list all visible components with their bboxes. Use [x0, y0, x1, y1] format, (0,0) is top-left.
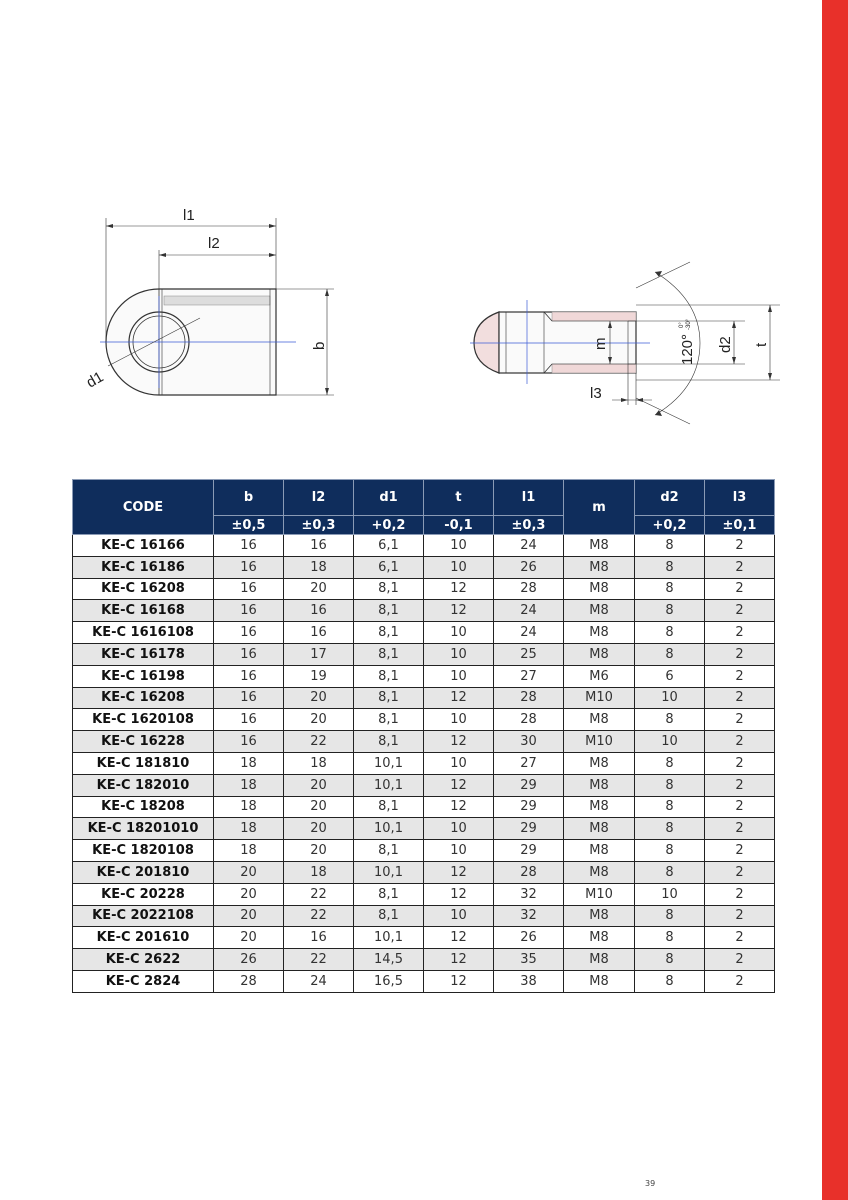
cell-l1: 29 — [494, 774, 564, 796]
cell-code: KE-C 1620108 — [73, 709, 214, 731]
header-d2: d2 — [635, 480, 705, 516]
cell-code: KE-C 16208 — [73, 687, 214, 709]
table-row — [73, 970, 775, 992]
cell-l3: 2 — [705, 665, 775, 687]
cell-l3: 2 — [705, 709, 775, 731]
cell-l1: 25 — [494, 643, 564, 665]
cell-b: 16 — [214, 622, 284, 644]
cell-b: 16 — [214, 643, 284, 665]
cell-d1: 8,1 — [354, 709, 424, 731]
label-m: m — [592, 337, 609, 350]
cell-l2: 22 — [284, 949, 354, 971]
cell-d2: 8 — [635, 861, 705, 883]
cell-code: KE-C 16178 — [73, 643, 214, 665]
cell-l1: 28 — [494, 861, 564, 883]
cell-t: 10 — [424, 665, 494, 687]
cell-d1: 8,1 — [354, 578, 424, 600]
tolerance-l1: ±0,3 — [494, 516, 564, 535]
cell-l1: 29 — [494, 818, 564, 840]
cell-t: 10 — [424, 905, 494, 927]
cell-m: M10 — [564, 687, 635, 709]
table-row — [73, 665, 775, 687]
tolerance-t: -0,1 — [424, 516, 494, 535]
cell-l1: 27 — [494, 752, 564, 774]
cell-code: KE-C 1616108 — [73, 622, 214, 644]
cell-l3: 2 — [705, 949, 775, 971]
header-code: CODE — [73, 480, 214, 535]
cell-m: M8 — [564, 970, 635, 992]
page-footer — [0, 1174, 848, 1194]
cell-l3: 2 — [705, 796, 775, 818]
cell-l3: 2 — [705, 622, 775, 644]
cell-b: 18 — [214, 796, 284, 818]
tolerance-d1: +0,2 — [354, 516, 424, 535]
cell-b: 20 — [214, 883, 284, 905]
cell-d1: 8,1 — [354, 883, 424, 905]
cell-code: KE-C 18208 — [73, 796, 214, 818]
cell-l1: 28 — [494, 578, 564, 600]
cell-code: KE-C 2022108 — [73, 905, 214, 927]
cell-m: M8 — [564, 840, 635, 862]
cell-t: 10 — [424, 643, 494, 665]
cell-m: M8 — [564, 774, 635, 796]
cell-code: KE-C 16166 — [73, 535, 214, 557]
header-l3: l3 — [705, 480, 775, 516]
cell-b: 16 — [214, 600, 284, 622]
cell-b: 16 — [214, 665, 284, 687]
table-row — [73, 622, 775, 644]
cell-l3: 2 — [705, 752, 775, 774]
cell-b: 16 — [214, 535, 284, 557]
cell-code: KE-C 16186 — [73, 556, 214, 578]
cell-d1: 16,5 — [354, 970, 424, 992]
cell-d1: 14,5 — [354, 949, 424, 971]
cell-b: 20 — [214, 905, 284, 927]
cell-t: 12 — [424, 731, 494, 753]
cell-d2: 8 — [635, 949, 705, 971]
cell-b: 28 — [214, 970, 284, 992]
cell-code: KE-C 18201010 — [73, 818, 214, 840]
cell-t: 12 — [424, 949, 494, 971]
cell-d2: 8 — [635, 556, 705, 578]
table-row — [73, 883, 775, 905]
table-row — [73, 556, 775, 578]
cell-b: 20 — [214, 927, 284, 949]
cell-d2: 8 — [635, 970, 705, 992]
cell-l2: 20 — [284, 774, 354, 796]
cell-t: 12 — [424, 578, 494, 600]
cell-l3: 2 — [705, 556, 775, 578]
tolerance-l3: ±0,1 — [705, 516, 775, 535]
technical-drawing — [0, 0, 848, 470]
cell-m: M10 — [564, 883, 635, 905]
cell-code: KE-C 2622 — [73, 949, 214, 971]
cell-b: 26 — [214, 949, 284, 971]
cell-d2: 8 — [635, 774, 705, 796]
cell-b: 16 — [214, 687, 284, 709]
cell-l3: 2 — [705, 774, 775, 796]
cell-l2: 18 — [284, 556, 354, 578]
cell-d1: 10,1 — [354, 861, 424, 883]
cell-t: 10 — [424, 535, 494, 557]
cell-m: M8 — [564, 556, 635, 578]
cell-l2: 20 — [284, 840, 354, 862]
cell-l2: 16 — [284, 622, 354, 644]
cell-b: 20 — [214, 861, 284, 883]
cell-l3: 2 — [705, 535, 775, 557]
cell-l1: 28 — [494, 709, 564, 731]
cell-m: M8 — [564, 535, 635, 557]
cell-b: 16 — [214, 556, 284, 578]
cell-d2: 8 — [635, 535, 705, 557]
cell-d1: 8,1 — [354, 905, 424, 927]
footer-year: 2020 © — [668, 1179, 699, 1188]
cell-code: KE-C 201810 — [73, 861, 214, 883]
cell-d1: 8,1 — [354, 600, 424, 622]
cell-code: KE-C 16228 — [73, 731, 214, 753]
cell-l3: 2 — [705, 883, 775, 905]
cell-m: M8 — [564, 709, 635, 731]
header-t: t — [424, 480, 494, 516]
cell-l3: 2 — [705, 578, 775, 600]
header-l1: l1 — [494, 480, 564, 516]
label-angle-tol-bottom: -30° — [686, 318, 692, 330]
table-row — [73, 643, 775, 665]
table-row — [73, 927, 775, 949]
cell-d1: 8,1 — [354, 796, 424, 818]
tolerance-d2: +0,2 — [635, 516, 705, 535]
cell-b: 18 — [214, 752, 284, 774]
cell-t: 10 — [424, 840, 494, 862]
tolerance-b: ±0,5 — [214, 516, 284, 535]
table-row — [73, 600, 775, 622]
label-t: t — [753, 342, 770, 347]
cell-m: M10 — [564, 731, 635, 753]
footer-website[interactable]: www.kaliteotomat.com — [711, 1179, 804, 1188]
cell-l1: 30 — [494, 731, 564, 753]
table-row — [73, 774, 775, 796]
cell-l1: 24 — [494, 535, 564, 557]
cell-l1: 32 — [494, 905, 564, 927]
cell-b: 18 — [214, 840, 284, 862]
cell-l2: 20 — [284, 796, 354, 818]
cell-l2: 18 — [284, 861, 354, 883]
table-row — [73, 861, 775, 883]
table-row — [73, 840, 775, 862]
cell-m: M8 — [564, 578, 635, 600]
cell-d1: 10,1 — [354, 752, 424, 774]
cell-t: 12 — [424, 927, 494, 949]
cell-t: 10 — [424, 709, 494, 731]
cell-code: KE-C 16198 — [73, 665, 214, 687]
cell-l3: 2 — [705, 687, 775, 709]
cell-d1: 8,1 — [354, 840, 424, 862]
cell-l1: 38 — [494, 970, 564, 992]
cell-d1: 10,1 — [354, 774, 424, 796]
cell-l2: 20 — [284, 818, 354, 840]
cell-l1: 32 — [494, 883, 564, 905]
cell-l2: 24 — [284, 970, 354, 992]
cell-l3: 2 — [705, 600, 775, 622]
cell-d2: 8 — [635, 622, 705, 644]
cell-b: 16 — [214, 709, 284, 731]
cell-d2: 10 — [635, 731, 705, 753]
header-m: m — [564, 480, 635, 535]
cell-d2: 8 — [635, 927, 705, 949]
cell-l2: 20 — [284, 578, 354, 600]
table-row — [73, 796, 775, 818]
cell-d2: 8 — [635, 905, 705, 927]
header-l2: l2 — [284, 480, 354, 516]
cell-code: KE-C 1820108 — [73, 840, 214, 862]
cell-l1: 26 — [494, 927, 564, 949]
cell-code: KE-C 181810 — [73, 752, 214, 774]
cell-t: 10 — [424, 818, 494, 840]
cell-t: 12 — [424, 774, 494, 796]
cell-m: M8 — [564, 818, 635, 840]
table-row — [73, 535, 775, 557]
footer-brand-info — [668, 1179, 803, 1188]
cell-m: M8 — [564, 752, 635, 774]
cell-d1: 8,1 — [354, 731, 424, 753]
cell-code: KE-C 182010 — [73, 774, 214, 796]
cell-d2: 8 — [635, 709, 705, 731]
cell-t: 12 — [424, 861, 494, 883]
table-row — [73, 731, 775, 753]
cell-d2: 10 — [635, 883, 705, 905]
cell-l3: 2 — [705, 927, 775, 949]
page-number: 39 — [645, 1179, 656, 1188]
label-l2: l2 — [208, 235, 220, 252]
header-b: b — [214, 480, 284, 516]
cell-d2: 8 — [635, 818, 705, 840]
cell-d2: 8 — [635, 600, 705, 622]
cell-l2: 16 — [284, 600, 354, 622]
table-row — [73, 709, 775, 731]
cell-t: 12 — [424, 600, 494, 622]
cell-l1: 28 — [494, 687, 564, 709]
footer-divider — [701, 1176, 702, 1190]
table-row — [73, 687, 775, 709]
cell-d1: 6,1 — [354, 556, 424, 578]
header-d1: d1 — [354, 480, 424, 516]
cell-b: 16 — [214, 731, 284, 753]
cell-l1: 35 — [494, 949, 564, 971]
cell-t: 12 — [424, 796, 494, 818]
cell-d1: 8,1 — [354, 665, 424, 687]
table-row — [73, 905, 775, 927]
label-b: b — [311, 341, 328, 350]
cell-d2: 8 — [635, 796, 705, 818]
cell-l2: 16 — [284, 927, 354, 949]
cell-m: M8 — [564, 600, 635, 622]
cell-l1: 24 — [494, 600, 564, 622]
cell-l1: 26 — [494, 556, 564, 578]
label-d1: d1 — [83, 368, 107, 392]
cell-d2: 8 — [635, 643, 705, 665]
cell-l2: 16 — [284, 535, 354, 557]
cell-l3: 2 — [705, 861, 775, 883]
label-d2: d2 — [717, 336, 734, 353]
cell-m: M6 — [564, 665, 635, 687]
cell-code: KE-C 20228 — [73, 883, 214, 905]
specification-table — [72, 479, 775, 993]
cell-d2: 10 — [635, 687, 705, 709]
table-row — [73, 752, 775, 774]
cell-d2: 8 — [635, 752, 705, 774]
cell-m: M8 — [564, 927, 635, 949]
cell-l2: 20 — [284, 709, 354, 731]
cell-l3: 2 — [705, 643, 775, 665]
cell-m: M8 — [564, 861, 635, 883]
cell-l1: 29 — [494, 796, 564, 818]
cell-b: 18 — [214, 774, 284, 796]
cell-t: 10 — [424, 752, 494, 774]
cell-t: 10 — [424, 622, 494, 644]
cell-d2: 8 — [635, 578, 705, 600]
cell-l3: 2 — [705, 818, 775, 840]
label-l1: l1 — [183, 207, 195, 224]
cell-l2: 17 — [284, 643, 354, 665]
cell-b: 18 — [214, 818, 284, 840]
cell-l2: 20 — [284, 687, 354, 709]
cell-l2: 22 — [284, 731, 354, 753]
label-angle: 120° — [679, 333, 696, 365]
cell-d1: 6,1 — [354, 535, 424, 557]
cell-l3: 2 — [705, 731, 775, 753]
cell-code: KE-C 16208 — [73, 578, 214, 600]
cell-d1: 10,1 — [354, 818, 424, 840]
cell-l3: 2 — [705, 905, 775, 927]
cell-l2: 22 — [284, 883, 354, 905]
cell-l2: 19 — [284, 665, 354, 687]
cell-b: 16 — [214, 578, 284, 600]
table-row — [73, 578, 775, 600]
cell-d1: 8,1 — [354, 622, 424, 644]
cell-l1: 29 — [494, 840, 564, 862]
cell-d2: 8 — [635, 840, 705, 862]
cell-code: KE-C 16168 — [73, 600, 214, 622]
cell-m: M8 — [564, 622, 635, 644]
cell-m: M8 — [564, 949, 635, 971]
cell-d1: 10,1 — [354, 927, 424, 949]
cell-t: 12 — [424, 883, 494, 905]
cell-d2: 6 — [635, 665, 705, 687]
cell-d1: 8,1 — [354, 687, 424, 709]
cell-l1: 24 — [494, 622, 564, 644]
cell-l3: 2 — [705, 970, 775, 992]
table-row — [73, 818, 775, 840]
cell-m: M8 — [564, 796, 635, 818]
cell-code: KE-C 2824 — [73, 970, 214, 992]
cell-l1: 27 — [494, 665, 564, 687]
tolerance-l2: ±0,3 — [284, 516, 354, 535]
cell-code: KE-C 201610 — [73, 927, 214, 949]
cell-l2: 22 — [284, 905, 354, 927]
table-row — [73, 949, 775, 971]
cell-t: 12 — [424, 970, 494, 992]
label-angle-tol-top: 0° — [679, 322, 685, 328]
cell-d1: 8,1 — [354, 643, 424, 665]
cell-l3: 2 — [705, 840, 775, 862]
cell-t: 12 — [424, 687, 494, 709]
label-l3: l3 — [590, 385, 602, 402]
cell-l2: 18 — [284, 752, 354, 774]
cell-t: 10 — [424, 556, 494, 578]
cell-m: M8 — [564, 905, 635, 927]
cell-m: M8 — [564, 643, 635, 665]
